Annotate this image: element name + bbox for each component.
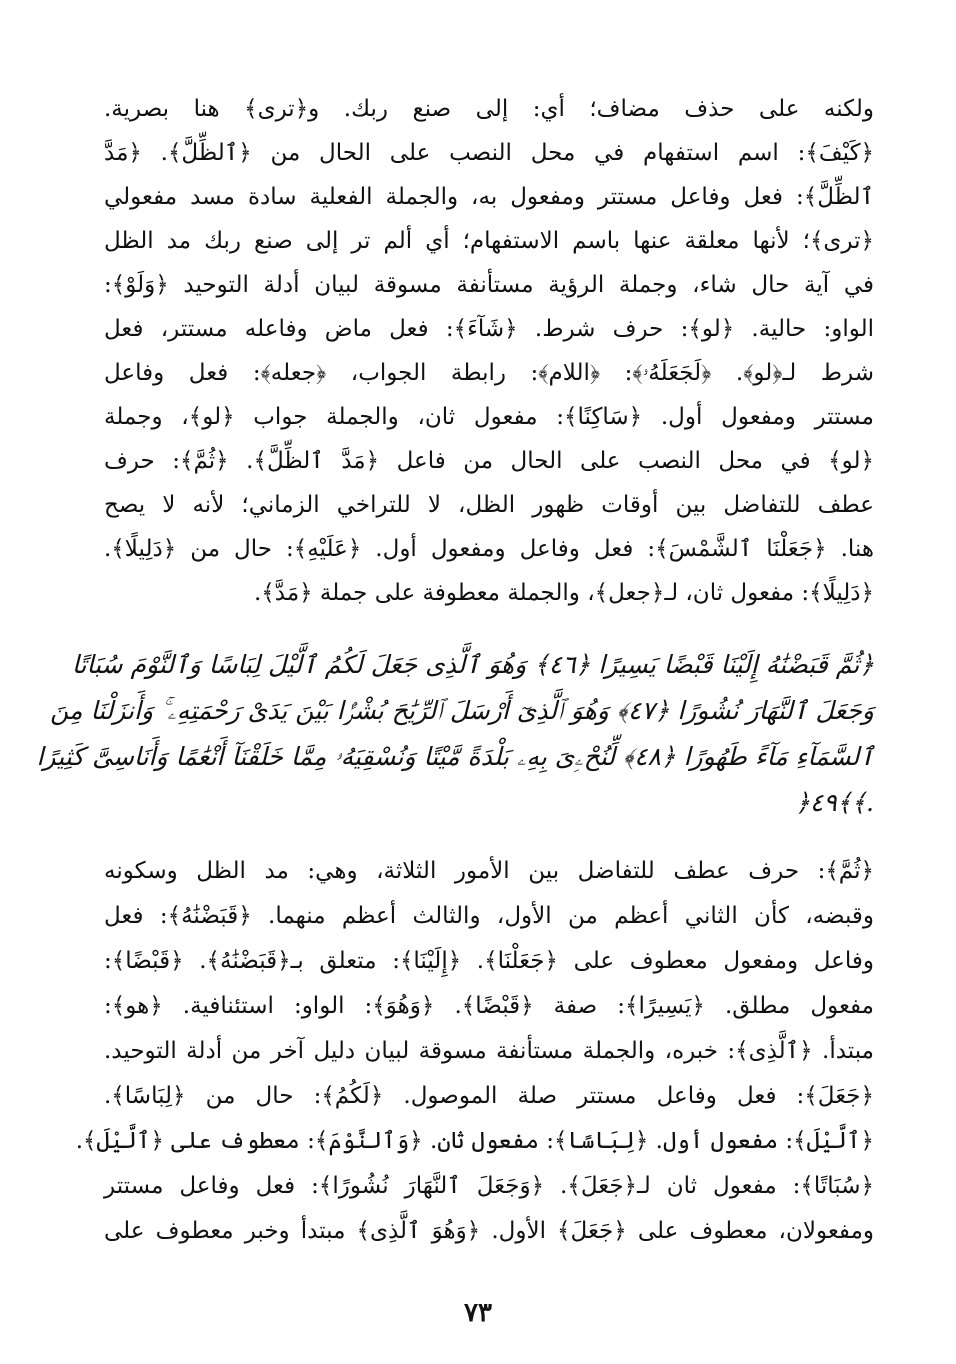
text-line: مستتر ومفعول أول. ﴿سَاكِنًا﴾: مفعول ثان، والجملة جواب ﴿لو﴾، وجملة: [104, 404, 874, 430]
text-line: في آية حال شاء، وجملة الرؤية مستأنفة مسوقة لبيان أدلة التوحيد ﴿وَلَوْ﴾:: [104, 272, 874, 298]
text-line: عطف للتفاضل بين أوقات ظهور الظل، لا للتراخي الزماني؛ لأنه لا يصح: [104, 492, 874, 518]
text-line: شرط لـ﴿لو﴾. ﴿لَجَعَلَهُۥ﴾: ﴿اللام﴾: رابطة الجواب، ﴿جعله﴾: فعل وفاعل: [104, 360, 874, 386]
verse-line: ﴿ثُمَّ قَبَضْنَٰهُ إِلَيْنَا قَبْضًا يَسِيرًا ﴿٤٦﴾ وَهُوَ ٱلَّذِى جَعَلَ لَكُمُ ٱلَّيْلَ لِبَاسًا وَٱلنَّوْمَ سُبَاتًا: [71, 650, 874, 679]
text-line: وقبضه، كأن الثاني أعظم من الأول، والثالث أعظم منهما. ﴿قَبَضْنَٰهُ﴾: فعل: [104, 903, 874, 929]
text-line: الواو: حالية. ﴿لو﴾: حرف شرط. ﴿شَآءَ﴾: فعل ماض وفاعله مستتر، فعل: [104, 316, 874, 342]
verse-line: وَجَعَلَ ٱلنَّهَارَ نُشُورًا ﴿٤٧﴾ وَهُوَ ٱلَّذِىٓ أَرْسَلَ ٱلرِّيَٰحَ بُشْرًۢا بَيْنَ يَدَىْ رَحْمَتِهِۦ ۚ وَأَنزَلْنَا مِنَ: [50, 696, 874, 725]
verse-line: ٱلسَّمَآءِ مَآءً طَهُورًا ﴿٤٨﴾ لِّنُحْۦِىَ بِهِۦ بَلْدَةً مَّيْتًا وَنُسْقِيَهُۥ مِمَّا خَلَقْنَآ أَنْعَٰمًا وَأَنَاسِىَّ كَثِيرًا: [36, 742, 874, 771]
text-line: ولكنه على حذف مضاف؛ أي: إلى صنع ربك. و﴿ترى﴾ هنا بصرية.: [104, 96, 874, 122]
text-line: ﴿ٱلَّيْلَ﴾: مفعول أول. ﴿لِبَاسًا﴾: مفعول ثان. ﴿وَٱلنَّوْمَ﴾: معطوف على ﴿ٱلَّيْلَ﴾.: [75, 1128, 874, 1154]
text-line: ﴿كَيْفَ﴾: اسم استفهام في محل النصب على الحال من ﴿ٱلظِّلَّ﴾. ﴿مَدَّ: [104, 140, 874, 166]
text-line: مبتدأ. ﴿ٱلَّذِى﴾: خبره، والجملة مستأنفة مسوقة لبيان دليل آخر من أدلة التوحيد.: [104, 1038, 874, 1064]
text-line: ﴿دَلِيلًا﴾: مفعول ثان، لـ﴿جعل﴾، والجملة معطوفة على جملة ﴿مَدَّ﴾.: [253, 580, 874, 606]
text-line: هنا. ﴿جَعَلْنَا ٱلشَّمْسَ﴾: فعل وفاعل ومفعول أول. ﴿عَلَيْهِ﴾: حال من ﴿دَلِيلًا﴾.: [104, 536, 874, 562]
text-line: ٱلظِّلَّ﴾: فعل وفاعل مستتر ومفعول به، والجملة الفعلية سادة مسد مفعولي: [104, 184, 874, 210]
text-line: ومفعولان، معطوف على ﴿جَعَلَ﴾ الأول. ﴿وَهُوَ ٱلَّذِى﴾ مبتدأ وخبر معطوف على: [104, 1218, 874, 1244]
text-line: وفاعل ومفعول معطوف على ﴿جَعَلْنَا﴾. ﴿إِلَيْنَا﴾: متعلق بـ﴿قَبَضْنَٰهُ﴾. ﴿قَبْضًا﴾:: [104, 948, 874, 974]
text-line: ﴿ترى﴾؛ لأنها معلقة عنها باسم الاستفهام؛ أي ألم تر إلى صنع ربك مد الظل: [104, 228, 874, 254]
text-line: ﴿سُبَاتًا﴾: مفعول ثان لـ﴿جَعَلَ﴾. ﴿وَجَعَلَ ٱلنَّهَارَ نُشُورًا﴾: فعل وفاعل مستتر: [104, 1173, 874, 1199]
text-line: مفعول مطلق. ﴿يَسِيرًا﴾: صفة ﴿قَبْضًا﴾. ﴿وَهُوَ﴾: الواو: استئنافية. ﴿هو﴾:: [104, 993, 874, 1019]
text-line: ﴿ثُمَّ﴾: حرف عطف للتفاضل بين الأمور الثلاثة، وهي: مد الظل وسكونه: [104, 858, 874, 884]
verse-line: ﴿٤٩﴾﴾.: [795, 788, 874, 817]
text-line: ﴿لو﴾ في محل النصب على الحال من فاعل ﴿مَدَّ ٱلظِّلَّ﴾. ﴿ثُمَّ﴾: حرف: [104, 448, 874, 474]
page-number: ٧٣: [464, 1298, 492, 1328]
text-line: ﴿جَعَلَ﴾: فعل وفاعل مستتر صلة الموصول. ﴿لَكُمُ﴾: حال من ﴿لِبَاسًا﴾.: [104, 1083, 874, 1109]
